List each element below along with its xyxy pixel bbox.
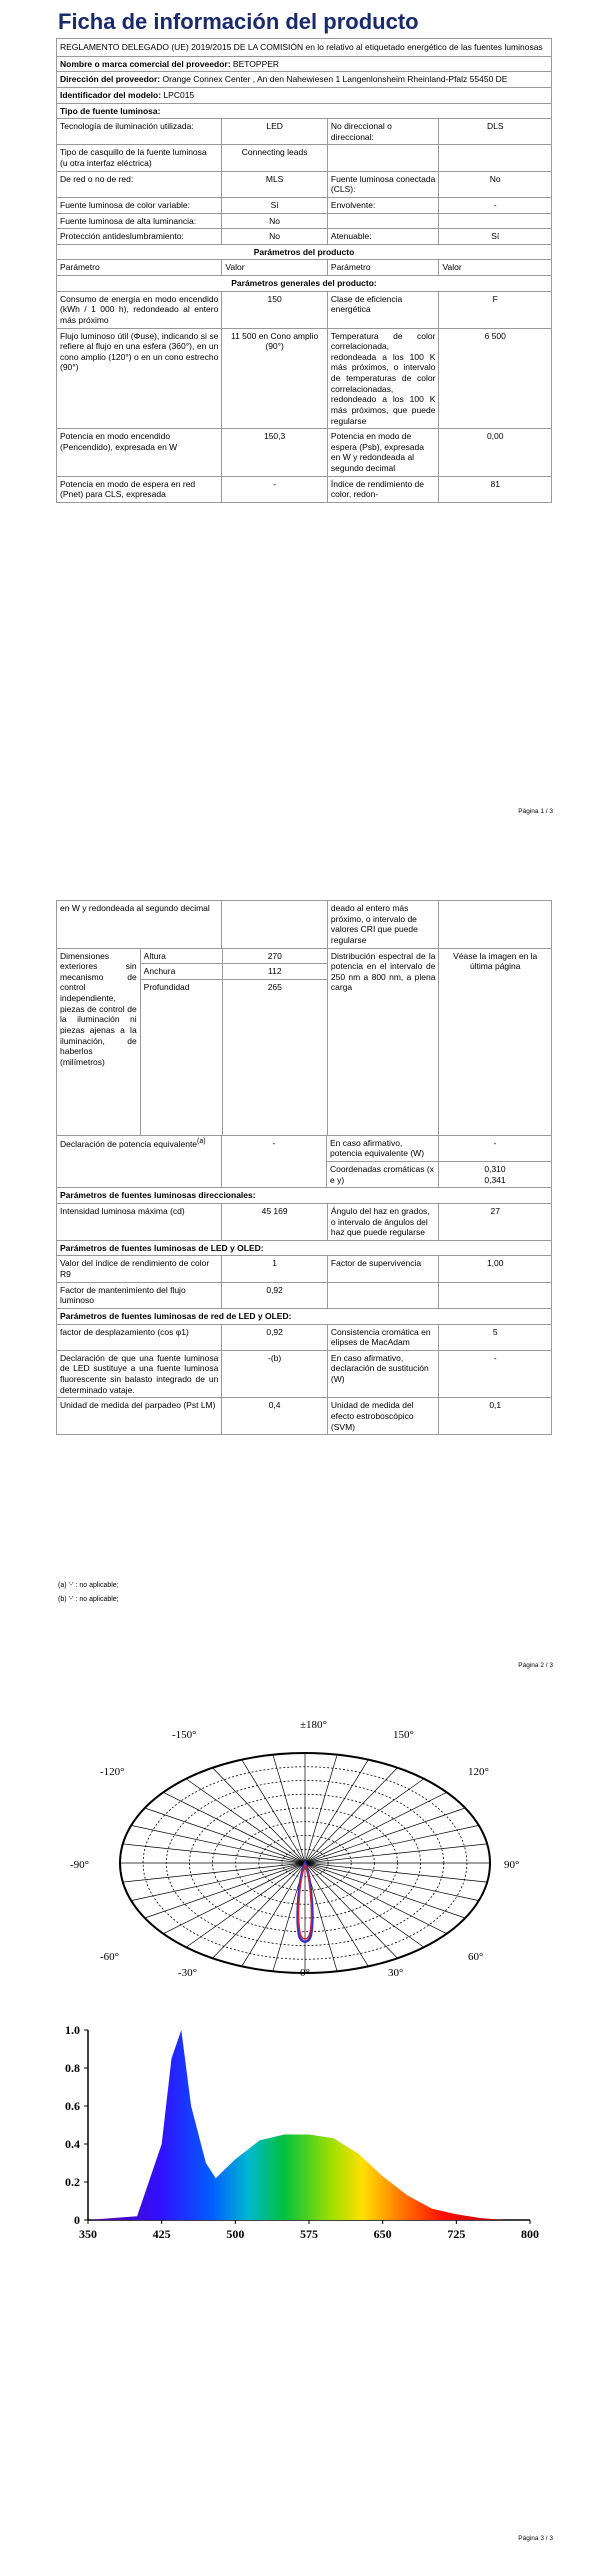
y-tick-label: 0.8 (65, 2061, 80, 2075)
product-info-table (56, 38, 552, 503)
type-label: Tipo de casquillo de la fuente luminosa (u otra interfaz eléctrica) (57, 145, 222, 170)
type-value: Sí (491, 231, 500, 242)
page-number: Página 3 / 3 (518, 2535, 553, 2542)
dim-name: Anchura (141, 964, 223, 979)
type-value: DLS (486, 121, 504, 132)
type-row (57, 119, 551, 145)
type-row (57, 145, 551, 171)
spectral-value: Véase la imagen en la última página (453, 950, 538, 972)
param-value: 0,4 (222, 1398, 328, 1434)
address-label: Dirección del proveedor: (60, 74, 161, 85)
param-value: - (493, 1352, 497, 1363)
x-tick-label: 725 (447, 2227, 466, 2241)
param-label: Consistencia cromática en elipses de MacAdam (328, 1325, 440, 1350)
column-header-row (57, 260, 551, 276)
param-row (57, 477, 551, 502)
dim-name: Profundidad (141, 980, 223, 1135)
type-label: Tecnología de iluminación utilizada: (57, 119, 222, 144)
polar-angle-label: -90° (70, 1859, 90, 1871)
spectrum-area (88, 2030, 530, 2220)
param-value: -(b) (222, 1351, 328, 1398)
footnote-a: (a) '-' : no aplicable; (58, 1582, 119, 1589)
param-row (57, 1398, 551, 1434)
polar-angle-label: -30° (178, 1967, 198, 1979)
type-label: Fuente luminosa conectada (CLS): (328, 172, 440, 197)
type-value: No (222, 214, 328, 229)
page-title: Ficha de información del producto (58, 9, 419, 34)
type-label: Fuente luminosa de alta luminancia: (57, 214, 222, 229)
dim-value: 265 (267, 981, 282, 992)
equiv-value: - (222, 1136, 327, 1188)
type-row (57, 198, 551, 214)
param-value: 150,3 (222, 429, 328, 476)
supplier-value: BETOPPER (232, 58, 280, 69)
x-tick-label: 425 (152, 2227, 171, 2241)
column-header: Valor (222, 260, 328, 275)
param-value: - (493, 1137, 497, 1148)
y-tick-label: 1.0 (65, 2023, 80, 2037)
param-row (57, 292, 551, 329)
polar-angle-label: 30° (388, 1967, 404, 1979)
dim-name: Altura (141, 949, 223, 964)
polar-diagram (0, 1720, 603, 1980)
net-header: Parámetros de fuentes luminosas de red de LED y OLED: (60, 1310, 292, 1321)
param-value: 5 (492, 1326, 498, 1337)
page-3 (0, 1720, 603, 2560)
dir-header: Parámetros de fuentes luminosas direccionales: (60, 1190, 256, 1201)
x-tick-label: 350 (79, 2227, 97, 2241)
param-label: Potencia en modo encendido (Pencendido), expresada en W (57, 429, 222, 476)
param-value: 0,1 (489, 1400, 502, 1411)
param-label: Flujo luminoso útil (Φuse), indicando si se refiere al flujo en una esfera (360°), en un cono amplio (120°) o en un cono estrecho (90°) (57, 329, 222, 429)
y-tick-label: 0.4 (65, 2137, 80, 2151)
param-row (57, 1256, 551, 1282)
param-row (57, 329, 551, 430)
param-value: 1 (222, 1256, 328, 1281)
param-label: en W y redondeada al segundo decimal (57, 901, 222, 948)
type-label: No direccional o direccional: (328, 119, 440, 144)
dims-label: Dimensiones exteriores sin mecanismo de control independiente, piezas de control de la iluminación ni piezas ajenas a la iluminación, de haberlos (milímetros) (57, 949, 141, 1135)
type-label (328, 214, 440, 229)
type-value (439, 145, 551, 170)
param-label: Factor de supervivencia (328, 1256, 440, 1281)
type-label: Fuente luminosa de color variable: (57, 198, 222, 213)
param-row (57, 1136, 551, 1189)
type-row (57, 214, 551, 230)
chroma-label: Coordenadas cromáticas (x e y) (327, 1162, 439, 1187)
polar-angle-label: 60° (468, 1951, 484, 1963)
dims-row (57, 949, 551, 1136)
param-value: 11 500 en Cono amplio (90°) (222, 329, 328, 429)
params-header: Parámetros del producto (253, 246, 355, 257)
param-label: Consumo de energía en modo encendido (kWh / 1 000 h), redondeado al entero más próximo (57, 292, 222, 328)
type-value: Connecting leads (222, 145, 328, 170)
supplier-label: Nombre o marca comercial del proveedor: (60, 58, 231, 69)
y-tick-label: 0 (74, 2213, 80, 2227)
x-tick-label: 575 (300, 2227, 318, 2241)
param-row (57, 1204, 551, 1241)
type-value (439, 214, 551, 229)
param-label: Valor del índice de rendimiento de color R9 (57, 1256, 222, 1281)
page-number: Página 2 / 3 (518, 1662, 553, 1669)
page-number: Página 1 / 3 (518, 808, 553, 815)
param-value: 27 (490, 1205, 500, 1216)
column-header: Valor (442, 262, 462, 273)
column-header: Parámetro (57, 260, 222, 275)
param-value: 6 500 (484, 330, 506, 341)
general-header: Parámetros generales del producto: (231, 278, 377, 288)
param-label: Unidad de medida del efecto estroboscópico (SVM) (328, 1398, 440, 1434)
param-label: Índice de rendimiento de color, redon- (328, 477, 440, 502)
type-row (57, 229, 551, 245)
y-tick-label: 0.6 (65, 2099, 80, 2113)
param-label: Ángulo del haz en grados, o intervalo de ángulos del haz que puede regularse (328, 1204, 440, 1240)
param-value: 0,92 (222, 1325, 328, 1350)
x-tick-label: 650 (373, 2227, 392, 2241)
footnote-b: (b) '-' : no aplicable; (58, 1596, 119, 1603)
param-label: Declaración de que una fuente luminosa de LED sustituye a una fuente luminosa fluorescente sin balasto integrado de un determinado vataje. (57, 1351, 222, 1398)
param-row (57, 901, 551, 949)
equiv-label: Declaración de potencia equivalente$^{(a)}$ (57, 1136, 222, 1188)
param-value: 45 169 (222, 1204, 328, 1240)
chroma-value: 0,310 0,341 (484, 1164, 506, 1185)
param-label: En caso afirmativo, declaración de sustitución (W) (328, 1351, 440, 1398)
param-value: - (222, 477, 328, 502)
polar-angle-label: -150° (172, 1729, 197, 1741)
polar-angle-label: 120° (468, 1766, 489, 1778)
polar-angle-label: 150° (393, 1729, 414, 1741)
type-label: Envolvente: (328, 198, 440, 213)
type-value: - (493, 199, 497, 210)
address-value: Orange Connex Center , An den Nahewiesen 1 Langenlonsheim Rheinland-Pfalz 55450 DE (162, 74, 508, 85)
column-header: Parámetro (328, 260, 440, 275)
param-row (57, 1351, 551, 1399)
type-header: Tipo de fuente luminosa: (60, 105, 161, 116)
param-label: Clase de eficiencia energética (328, 292, 440, 328)
param-row (57, 1283, 551, 1309)
param-label: Potencia en modo de espera (Psb), expresada en W y redondeada al segundo decimal (328, 429, 440, 476)
param-label: Unidad de medida del parpadeo (Pst LM) (57, 1398, 222, 1434)
regulation-text: REGLAMENTO DELEGADO (UE) 2019/2015 DE LA COMISIÓN en lo relativo al etiquetado energético de las fuentes luminosas (60, 42, 543, 52)
model-label: Identificador del modelo: (60, 89, 162, 100)
dim-value: 112 (268, 966, 282, 977)
polar-angle-label: -60° (100, 1951, 120, 1963)
param-label: factor de desplazamiento (cos φ1) (57, 1325, 222, 1350)
param-value: 0,92 (222, 1283, 328, 1308)
type-value: MLS (222, 172, 328, 197)
led-header: Parámetros de fuentes luminosas de LED y OLED: (60, 1242, 264, 1253)
model-value: LPC015 (163, 89, 195, 100)
param-label: En caso afirmativo, potencia equivalente (W) (327, 1136, 439, 1161)
type-row (57, 172, 551, 198)
param-row (57, 429, 551, 477)
polar-angle-label: 0° (300, 1967, 310, 1979)
type-value: No (489, 173, 501, 184)
param-label: Temperatura de color correlacionada, redondeada a los 100 K más próximos, o intervalo de temperaturas de color correlacionadas, redondeado a los 100 K más próximos, que puede regularse (328, 329, 440, 429)
type-label: Atenuable: (328, 229, 440, 244)
x-tick-label: 800 (521, 2227, 539, 2241)
type-value: No (222, 229, 328, 244)
product-info-table-cont (56, 900, 552, 1435)
param-label: Potencia en modo de espera en red (Pnet) para CLS, expresada (57, 477, 222, 502)
param-value: F (492, 293, 498, 304)
x-tick-label: 500 (226, 2227, 245, 2241)
param-label: Factor de mantenimiento del flujo luminoso (57, 1283, 222, 1308)
page-2 (0, 850, 603, 1720)
param-row (57, 1325, 551, 1351)
polar-angle-label: ±180° (300, 1720, 327, 1731)
polar-angle-label: -120° (100, 1766, 125, 1778)
y-tick-label: 0.2 (65, 2175, 80, 2189)
param-value: 150 (222, 292, 328, 328)
param-label: deado al entero más próximo, o intervalo de valores CRI que puede regularse (328, 901, 440, 948)
param-value: 1,00 (486, 1258, 504, 1269)
polar-angle-label: 90° (504, 1859, 520, 1871)
type-label (328, 145, 440, 170)
param-label: Intensidad luminosa máxima (cd) (57, 1204, 222, 1240)
type-value: Sí (222, 198, 328, 213)
spectral-label: Distribución espectral de la potencia en el intervalo de 250 nm a 800 nm, a plena carga (328, 949, 440, 1135)
type-label: Protección antideslumbramiento: (57, 229, 222, 244)
page-1 (0, 0, 603, 850)
type-label: De red o no de red: (57, 172, 222, 197)
dim-value: 270 (267, 950, 282, 961)
spectrum-chart (0, 2015, 603, 2245)
type-value: LED (222, 119, 328, 144)
param-value: 81 (490, 478, 500, 489)
param-value: 0,00 (486, 431, 504, 442)
